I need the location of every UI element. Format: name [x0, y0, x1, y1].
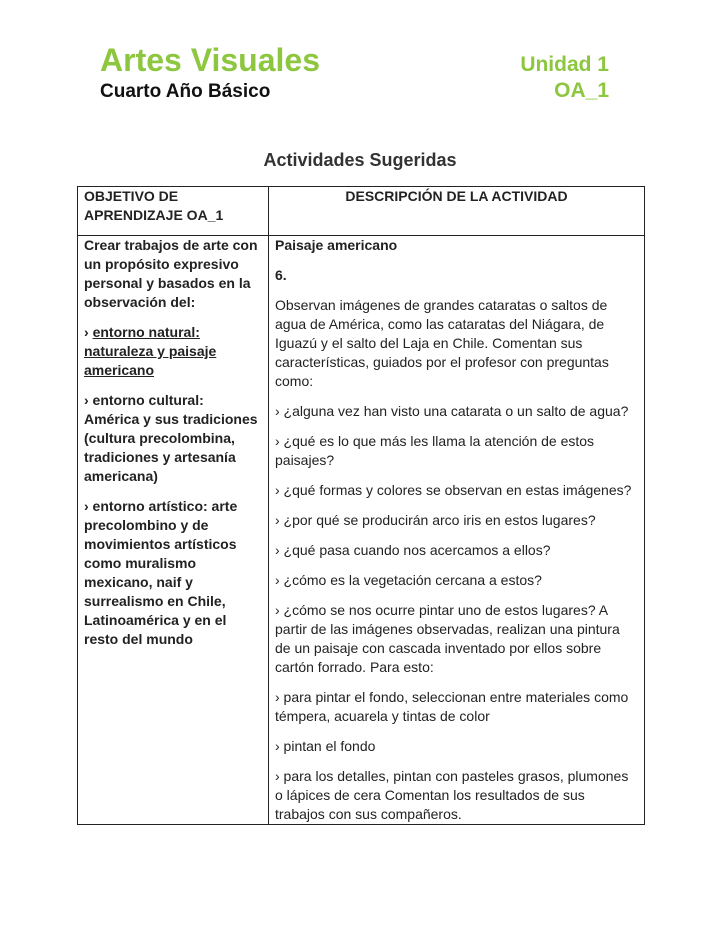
- activity-question: › ¿qué formas y colores se observan en estas imágenes?: [275, 482, 632, 498]
- activity-step: › pintan el fondo: [275, 738, 376, 754]
- table-header-row: [78, 187, 645, 236]
- objective-intro: Crear trabajos de arte con un propósito expresivo personal y basados en la observación del:: [84, 237, 258, 310]
- objective-item-cultural: › entorno cultural: América y sus tradiciones (cultura precolombina, tradiciones y artesanía americana): [84, 392, 258, 484]
- table-row: [78, 236, 645, 825]
- activity-question: › ¿cómo es la vegetación cercana a estos?: [275, 572, 542, 588]
- objective-cell: [78, 236, 269, 825]
- objective-item-artistic: › entorno artístico: arte precolombino y de movimientos artísticos como muralismo mexicano, naif y surrealismo en Chile, Latinoamérica y en el resto del mundo: [84, 498, 238, 647]
- activity-question: › ¿qué pasa cuando nos acercamos a ellos?: [275, 542, 551, 558]
- description-header: DESCRIPCIÓN DE LA ACTIVIDAD: [269, 187, 645, 236]
- activity-question: › ¿cómo se nos ocurre pintar uno de estos lugares? A partir de las imágenes observadas, realizan una pintura de un paisaje con cascada inventado por ellos sobre cartón forrado. Para esto:: [275, 602, 620, 675]
- unit-label: Unidad 1: [520, 53, 609, 76]
- activity-number: 6.: [275, 267, 287, 283]
- activity-question: › ¿qué es lo que más les llama la atención de estos paisajes?: [275, 433, 595, 468]
- activities-table: [77, 186, 645, 825]
- activity-step: › para los detalles, pintan con pasteles grasos, plumones o lápices de cera Comentan los resultados de sus trabajos con sus compañeros.: [275, 768, 629, 822]
- activity-question: › ¿por qué se producirán arco iris en estos lugares?: [275, 512, 596, 528]
- activity-step: › para pintar el fondo, seleccionan entre materiales como témpera, acuarela y tintas de color: [275, 689, 629, 724]
- objective-item-natural: [84, 323, 262, 380]
- activity-title: Paisaje americano: [275, 237, 398, 253]
- oa-label: OA_1: [554, 79, 609, 102]
- subject-title: Artes Visuales: [100, 42, 320, 78]
- objective-header: OBJETIVO DE APRENDIZAJE OA_1: [78, 187, 269, 236]
- objective-item-natural-prefix: ›: [84, 324, 93, 340]
- header-right: [520, 52, 609, 104]
- grade-title: Cuarto Año Básico: [100, 81, 271, 102]
- activity-cell: [269, 236, 645, 825]
- objective-item-natural-text: entorno natural: naturaleza y paisaje americano: [84, 324, 217, 378]
- header-left: [100, 42, 320, 104]
- section-title: Actividades Sugeridas: [263, 150, 457, 170]
- activity-question: › ¿alguna vez han visto una catarata o un salto de agua?: [275, 403, 629, 419]
- activity-intro: Observan imágenes de grandes cataratas o saltos de agua de América, como las cataratas del Niágara, de Iguazú y el salto del Laja en Chile. Comentan sus características, guiados por el profesor con preguntas como:: [275, 297, 609, 389]
